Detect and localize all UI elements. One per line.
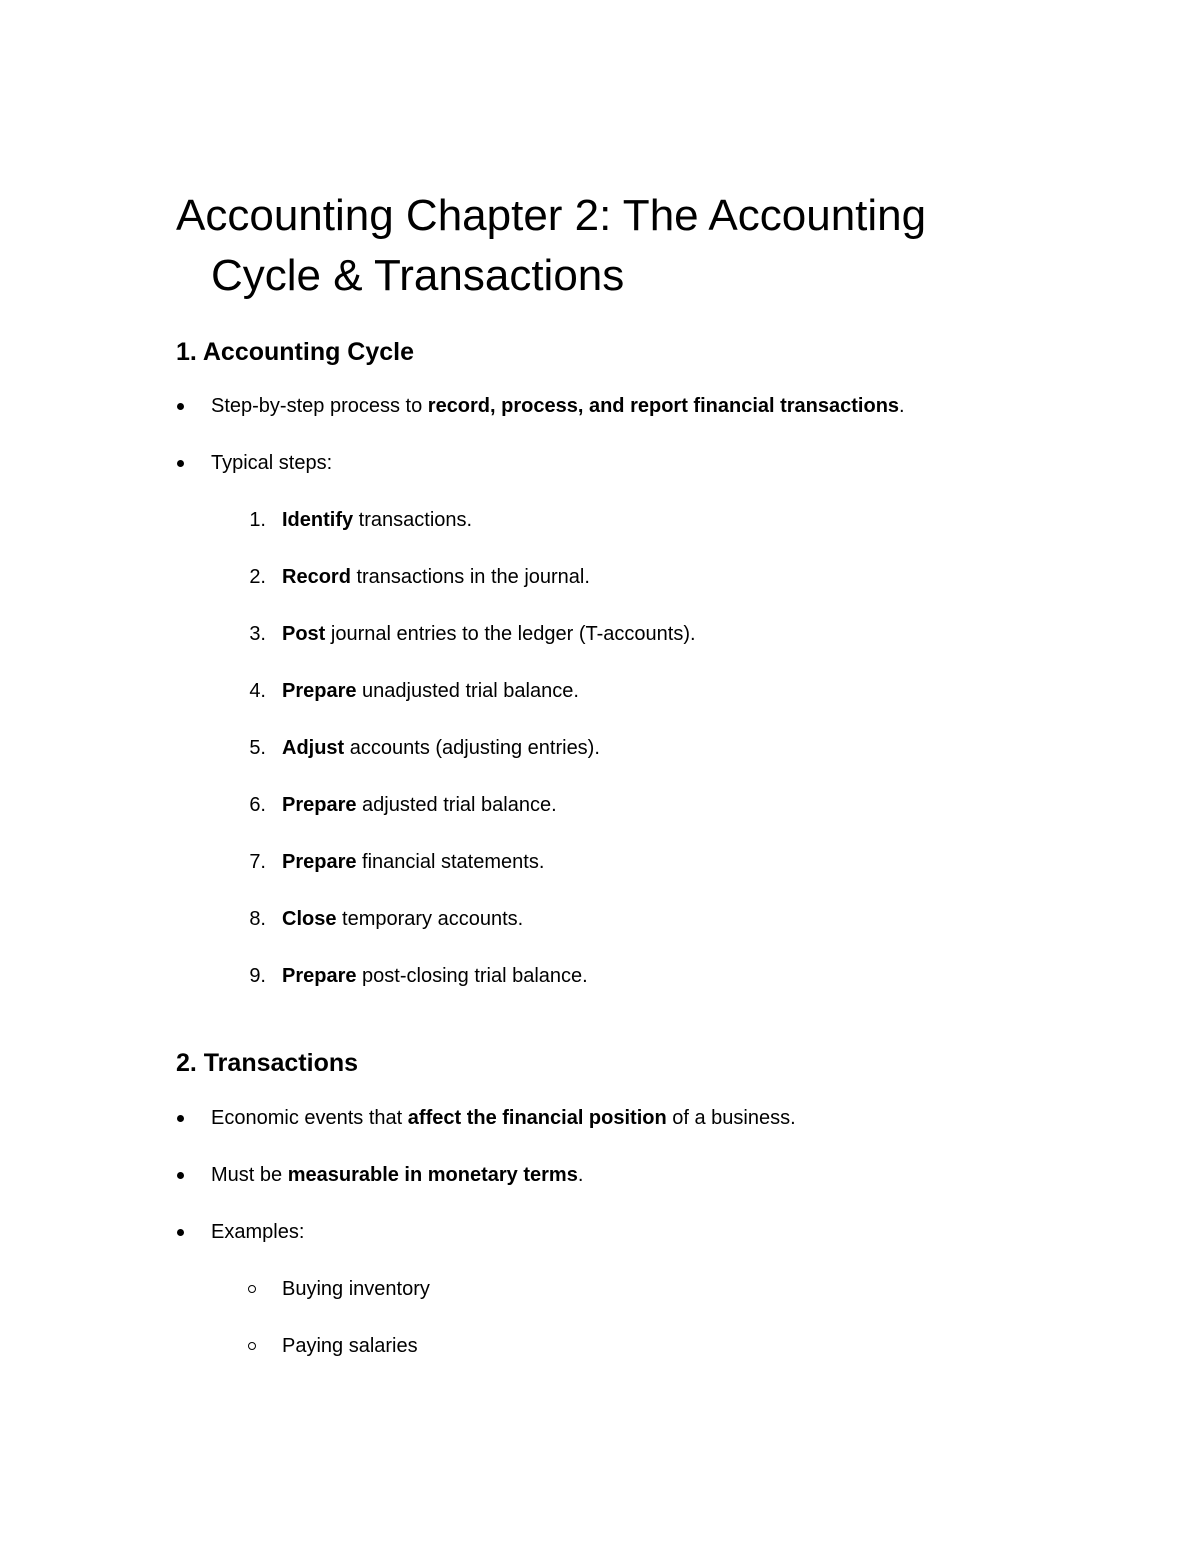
bullet-text: Must be — [211, 1164, 288, 1186]
bullet-text: Step-by-step process to — [211, 395, 428, 417]
title-line-2: Cycle & Transactions — [211, 251, 625, 300]
hollow-bullet-icon — [247, 1276, 259, 1302]
step-item — [282, 564, 590, 590]
step-verb: Prepare — [282, 851, 357, 873]
step-item — [282, 735, 600, 761]
step-text: unadjusted trial balance. — [356, 680, 579, 702]
step-number: 5. — [249, 737, 266, 759]
bullet-bold-text: measurable in monetary terms — [287, 1164, 578, 1186]
bullet-icon — [176, 393, 188, 419]
step-number: 4. — [249, 680, 266, 702]
section-2-bullet-2 — [211, 1162, 583, 1188]
step-verb: Prepare — [282, 794, 357, 816]
step-text: journal entries to the ledger (T-accounts). — [325, 623, 696, 645]
section-1-bullet-2: Typical steps: — [211, 452, 333, 474]
bullet-text-end: . — [899, 395, 905, 417]
section-1-bullet-1 — [211, 393, 905, 419]
step-number: 3. — [249, 623, 266, 645]
step-text: transactions in the journal. — [350, 566, 590, 588]
step-number: 8. — [249, 908, 266, 930]
step-verb: Prepare — [282, 680, 357, 702]
step-verb: Adjust — [282, 737, 345, 759]
step-verb: Post — [282, 623, 326, 645]
example-item: Paying salaries — [282, 1335, 418, 1357]
step-verb: Record — [282, 566, 351, 588]
section-2-heading: 2. Transactions — [176, 1049, 359, 1077]
step-number: 9. — [249, 965, 266, 987]
bullet-icon — [176, 450, 188, 476]
step-verb: Prepare — [282, 965, 357, 987]
example-item: Buying inventory — [282, 1278, 430, 1300]
bullet-bold-text: record, process, and report financial transactions — [427, 395, 900, 417]
document-title — [176, 186, 1036, 306]
step-text: temporary accounts. — [336, 908, 524, 930]
bullet-text-end: of a business. — [666, 1107, 796, 1129]
step-number: 1. — [249, 509, 266, 531]
section-2-bullet-1 — [211, 1105, 796, 1131]
step-item — [282, 963, 588, 989]
bullet-icon — [176, 1105, 188, 1131]
step-item — [282, 621, 696, 647]
step-verb: Close — [282, 908, 337, 930]
step-item — [282, 678, 579, 704]
step-item — [282, 792, 557, 818]
section-1-heading: 1. Accounting Cycle — [176, 338, 415, 366]
step-text: accounts (adjusting entries). — [344, 737, 600, 759]
bullet-bold-text: affect the financial position — [407, 1107, 667, 1129]
step-text: transactions. — [353, 509, 473, 531]
step-number: 7. — [249, 851, 266, 873]
step-text: adjusted trial balance. — [356, 794, 557, 816]
step-verb: Identify — [282, 509, 354, 531]
section-2-bullet-3: Examples: — [211, 1221, 305, 1243]
bullet-text-end: . — [577, 1164, 584, 1186]
step-number: 6. — [249, 794, 266, 816]
step-text: post-closing trial balance. — [356, 965, 588, 987]
step-item — [282, 507, 472, 533]
step-item — [282, 849, 544, 875]
step-number: 2. — [249, 566, 266, 588]
step-text: financial statements. — [356, 851, 545, 873]
step-item — [282, 906, 523, 932]
bullet-icon — [176, 1219, 188, 1245]
bullet-text: Economic events that — [211, 1107, 408, 1129]
title-line-1: Accounting Chapter 2: The Accounting — [176, 191, 927, 240]
hollow-bullet-icon — [247, 1333, 259, 1359]
bullet-icon — [176, 1162, 188, 1188]
